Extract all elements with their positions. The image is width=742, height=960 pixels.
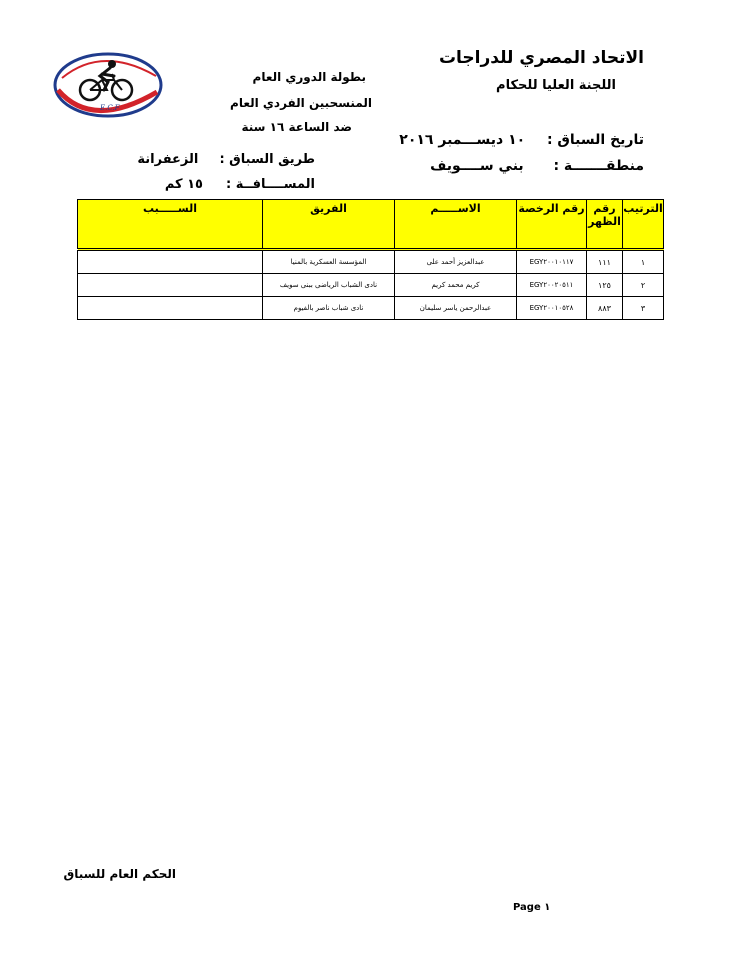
svg-text:E.C.F: E.C.F <box>100 104 120 112</box>
header-team: الفريق <box>263 200 395 250</box>
race-region <box>430 158 644 174</box>
withdrawals-table <box>77 199 664 320</box>
org-title: الاتحاد المصري للدراجات <box>438 48 644 68</box>
category-title: المنسحبين الفردي العام <box>230 96 372 110</box>
page-number <box>513 902 550 913</box>
cell-rank: ٣ <box>623 297 664 320</box>
chief-referee-signoff: الحكم العام للسباق <box>63 867 176 881</box>
cell-team: المؤسسة العسكرية بالمنيا <box>263 250 395 274</box>
header-bib-line2: الظهر <box>588 215 621 228</box>
table-header-row <box>78 200 664 250</box>
cell-team: نادى شباب ناصر بالفيوم <box>263 297 395 320</box>
cyclist-logo-icon <box>52 50 164 120</box>
cell-license <box>517 274 587 297</box>
race-route <box>137 152 315 167</box>
page-number-value: ١ <box>544 902 551 913</box>
cell-name: عبدالعزيز أحمد على <box>395 250 517 274</box>
cell-license <box>517 297 587 320</box>
race-date-value: ١٠ ديســـمبر ٢٠١٦ <box>399 132 526 148</box>
table-row <box>78 250 664 274</box>
federation-logo <box>52 50 164 120</box>
header-bib-line1: رقم <box>593 202 616 215</box>
header-license: رقم الرخصة <box>517 200 587 250</box>
race-distance-label: المســــافــة : <box>226 177 315 192</box>
license-text: EGY٢٠٠١٠١١٧ <box>529 258 574 266</box>
race-route-value: الزعفرانة <box>137 152 199 167</box>
header-reason: الســـــبب <box>78 200 263 250</box>
cell-reason <box>78 297 263 320</box>
race-date <box>399 132 644 148</box>
header-name: الاســـــم <box>395 200 517 250</box>
cell-name: عبدالرحمن ياسر سليمان <box>395 297 517 320</box>
race-region-value: بني ســــويف <box>430 158 524 174</box>
cell-team: نادى الشباب الرياضى ببنى سويف <box>263 274 395 297</box>
header-rank: الترتيب <box>623 200 664 250</box>
table-row <box>78 297 664 320</box>
race-route-label: طريق السباق : <box>219 152 315 167</box>
page-label: Page <box>513 902 541 913</box>
cell-reason <box>78 274 263 297</box>
cell-rank: ٢ <box>623 274 664 297</box>
table-row <box>78 274 664 297</box>
cell-bib: ١٢٥ <box>587 274 623 297</box>
event-title: ضد الساعة ١٦ سنة <box>241 120 352 134</box>
cell-license <box>517 250 587 274</box>
race-date-label: تاريخ السباق : <box>546 132 644 148</box>
license-text: EGY٢٠٠١٠٥٢٨ <box>529 304 574 312</box>
cell-reason <box>78 250 263 274</box>
cell-rank: ١ <box>623 250 664 274</box>
race-distance-value: ١٥ كم <box>164 177 203 192</box>
cell-name: كريم محمد كريم <box>395 274 517 297</box>
championship-title: بطولة الدوري العام <box>252 70 366 84</box>
license-text: EGY٢٠٠٢٠٥١١ <box>529 281 574 289</box>
header-bib <box>587 200 623 250</box>
cell-bib: ١١١ <box>587 250 623 274</box>
race-distance <box>165 177 315 192</box>
committee-name: اللجنة العليا للحكام <box>496 78 616 93</box>
race-region-label: منطقـــــــة : <box>553 158 644 174</box>
cell-bib: ٨٨٣ <box>587 297 623 320</box>
